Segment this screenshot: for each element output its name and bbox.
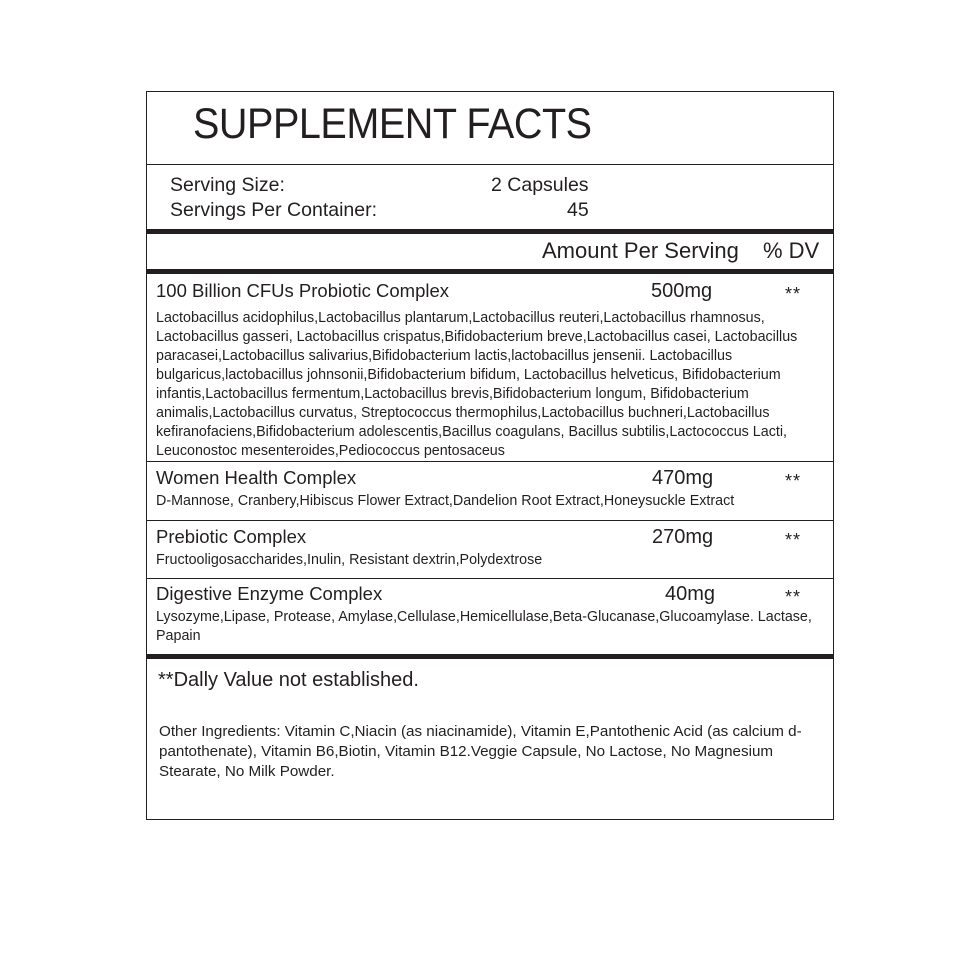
supplement-facts-panel [146, 91, 834, 820]
row-divider [147, 520, 833, 521]
ingredient-amount: 500mg [651, 280, 713, 302]
serving-size-value: 2 Capsules [491, 174, 589, 196]
dv-header: % DV [763, 238, 820, 263]
footer-divider [147, 654, 833, 659]
ingredient-description: D-Mannose, Cranbery,Hibiscus Flower Extract,Dandelion Root Extract,Honeysuckle Extract [156, 493, 735, 509]
amount-per-serving-header: Amount Per Serving [542, 238, 739, 263]
ingredient-amount: 270mg [652, 526, 714, 548]
serving-divider [147, 229, 833, 234]
ingredient-amount: 470mg [652, 467, 714, 489]
servings-per-container-label: Servings Per Container: [170, 199, 378, 221]
ingredient-dv: ** [785, 471, 802, 491]
ingredient-dv: ** [785, 284, 802, 304]
ingredient-description: Fructooligosaccharides,Inulin, Resistant dextrin,Polydextrose [156, 552, 543, 568]
ingredient-dv: ** [785, 587, 802, 607]
ingredient-name: Prebiotic Complex [156, 526, 307, 547]
serving-size-label: Serving Size: [170, 174, 285, 196]
row-divider [147, 578, 833, 579]
servings-per-container-value: 45 [567, 199, 589, 221]
header-divider [147, 269, 833, 274]
other-ingredients: Other Ingredients: Vitamin C,Niacin (as niacinamide), Vitamin E,Pantothenic Acid (as calcium d-pantothenate), Vitamin B6,Biotin, Vitamin B12.Veggie Capsule, No Lactose, No Magnesium Stearate, No Milk Powder. [159, 723, 802, 780]
daily-value-note: **Dally Value not established. [158, 669, 419, 691]
ingredient-description: Lactobacillus acidophilus,Lactobacillus plantarum,Lactobacillus reuteri,Lactobacillus rhamnosus, Lactobacillus gasseri, Lactobacillus crispatus,Bifidobacterium breve,Lactobacillus casei, Lactobacillus paracasei,Lactobacillus salivarius,Bifidobacterium lactis,lactobacillus jensenii. Lactobacillus bulgaricus,lactobacillus johnsonii,Bifidobacterium bifidum, Lactobacillus helveticus, Bifidobacterium infantis,Lactobacillus fermentum,Lactobacillus brevis,Bifidobacterium longum, Bifidobacterium animalis,Lactobacillus curvatus, Streptococcus thermophilus,Lactobacillus buchneri,Lactobacillus kefiranofaciens,Bifidobacterium adolescentis,Bacillus coagulans, Bacillus subtilis,Lactococcus Lacti, Leuconostoc mesenteroides,Pediococcus pentosaceus [156, 310, 798, 459]
ingredient-name: Women Health Complex [156, 467, 357, 488]
ingredient-amount: 40mg [665, 583, 716, 605]
title-divider [147, 164, 833, 165]
ingredient-name: 100 Billion CFUs Probiotic Complex [156, 280, 450, 301]
ingredient-name: Digestive Enzyme Complex [156, 583, 383, 604]
row-divider [147, 461, 833, 462]
ingredient-dv: ** [785, 530, 802, 550]
panel-title: SUPPLEMENT FACTS [193, 100, 592, 148]
ingredient-description: Lysozyme,Lipase, Protease, Amylase,Cellulase,Hemicellulase,Beta-Glucanase,Glucoamylase. Lactase, Papain [156, 609, 812, 644]
